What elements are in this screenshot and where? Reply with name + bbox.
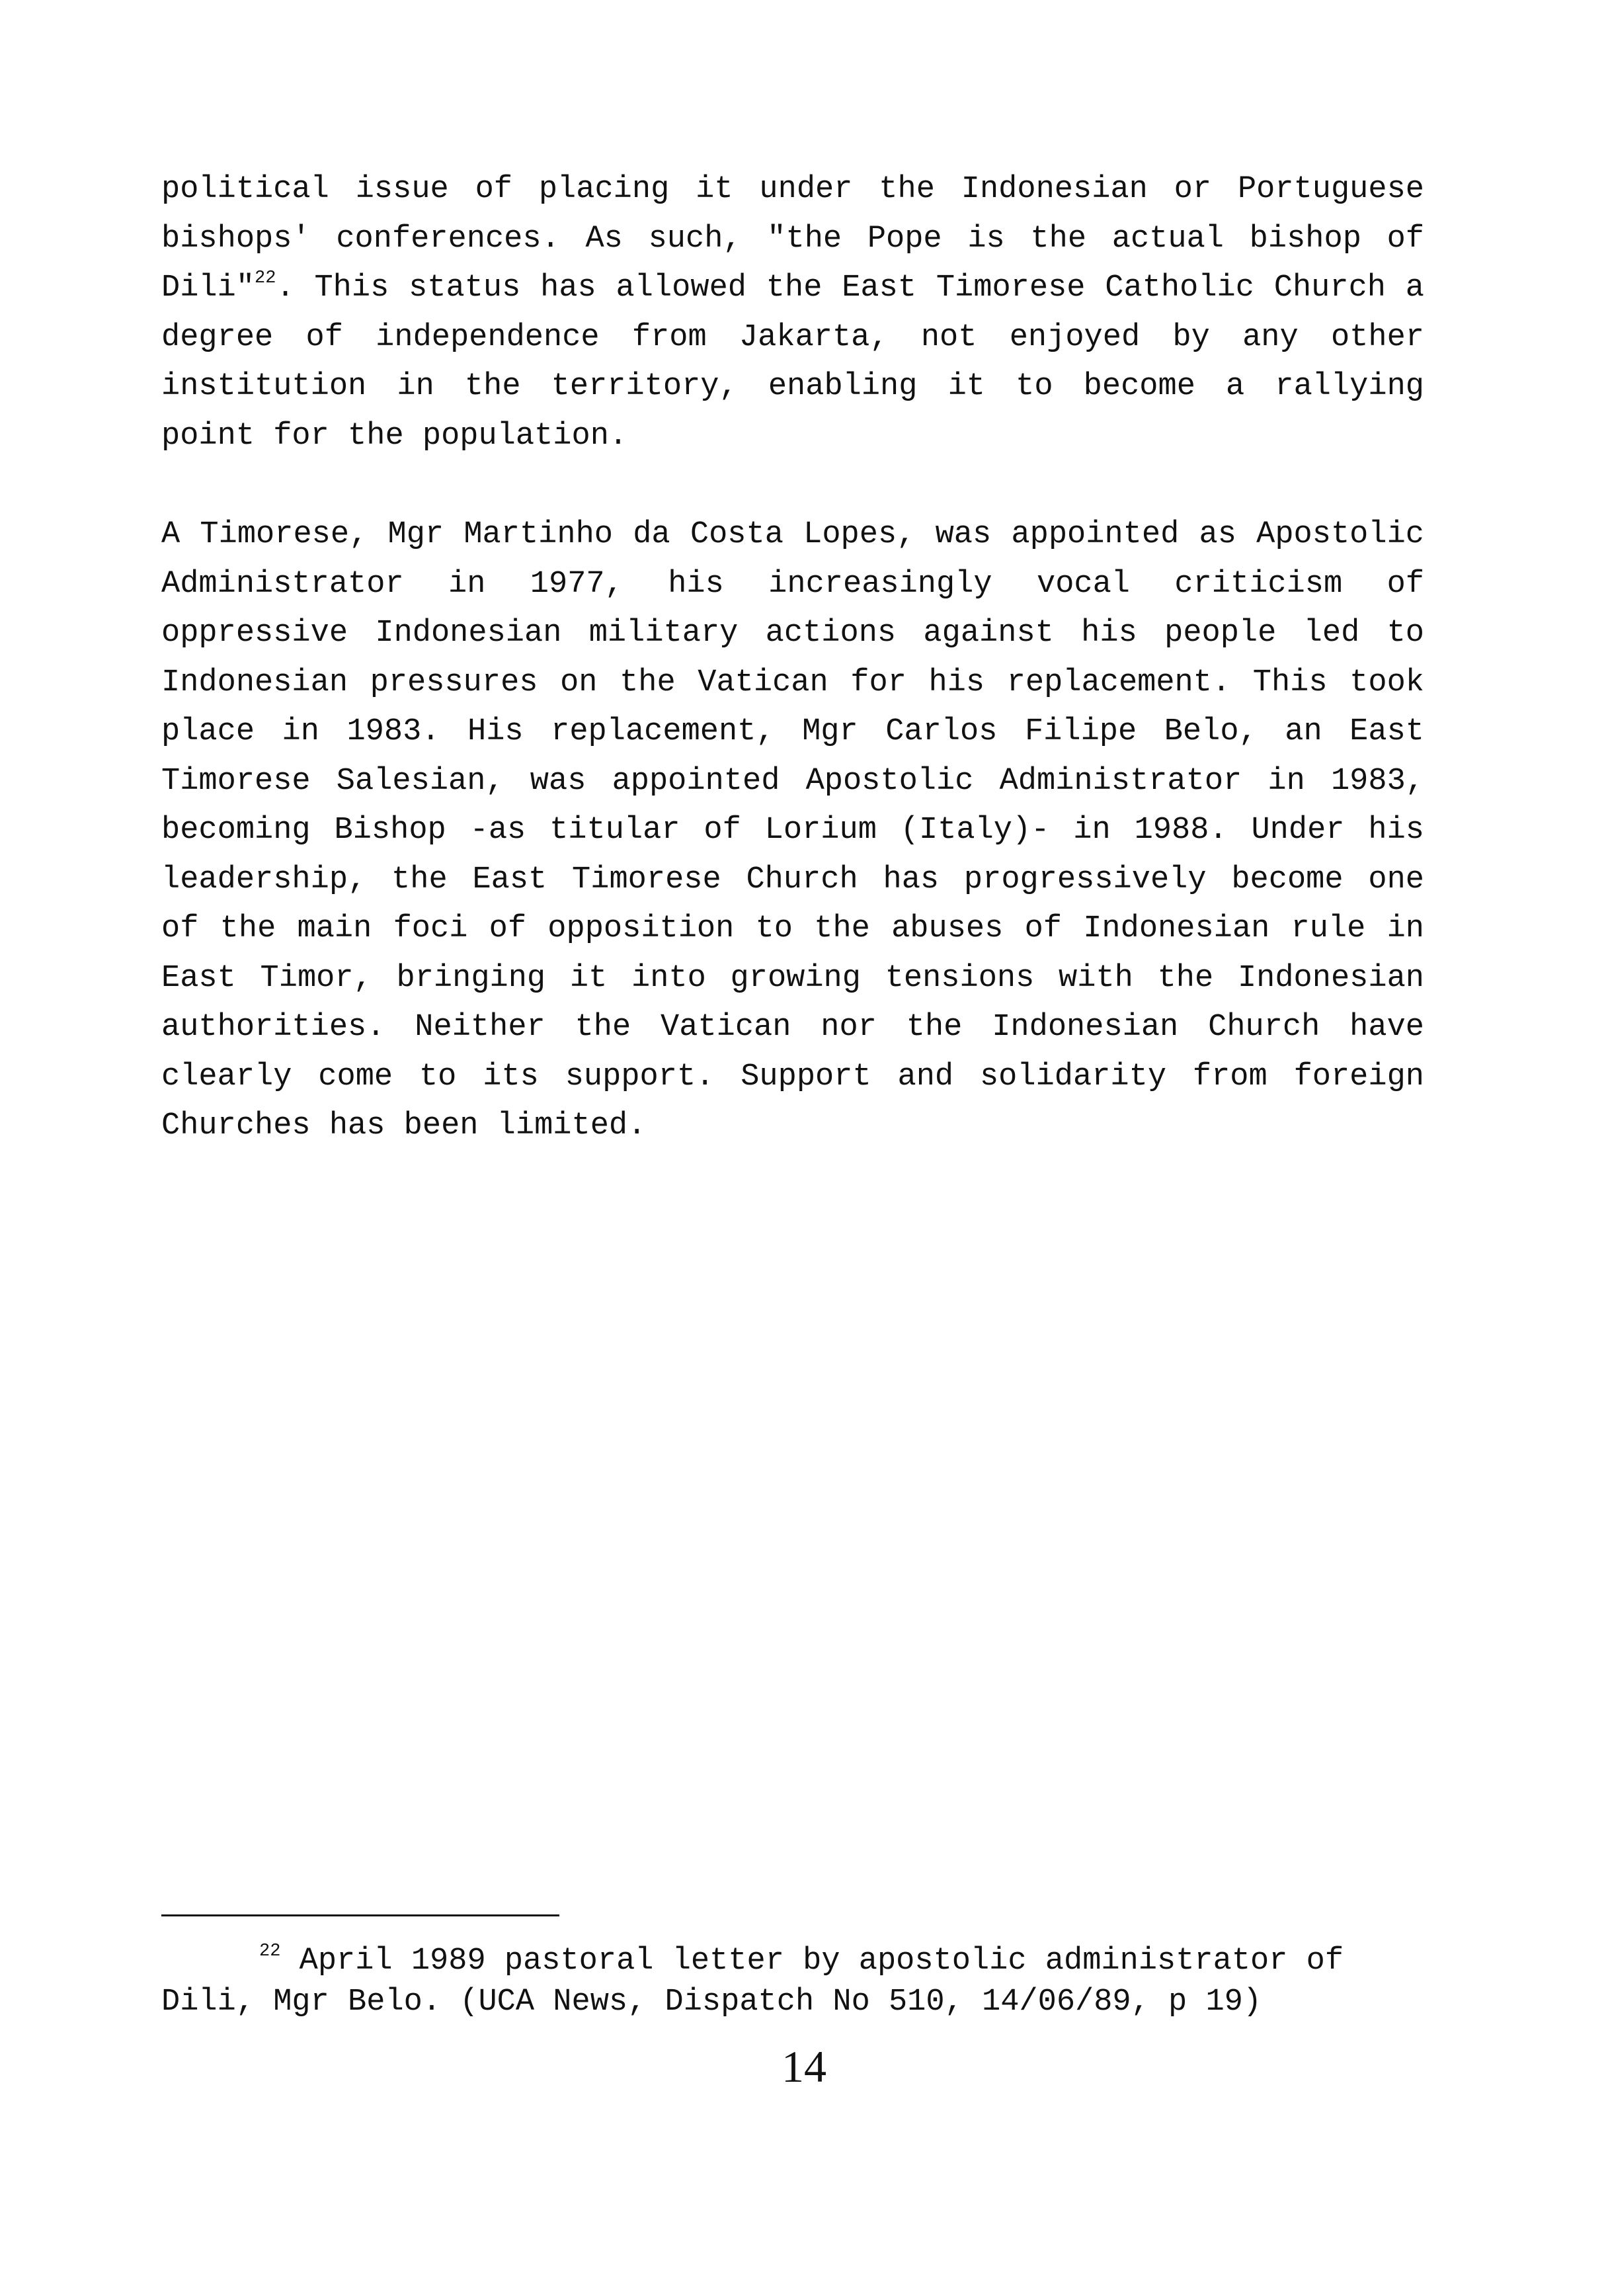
paragraph-1-text-end: . This status has allowed the East Timorese Catholic Church a degree of independence from Jakarta, not enjoyed by any other institution in the territory, enabling it to become a rallying point for the population. [161,270,1424,454]
body-paragraph-1 [161,165,1424,461]
body-paragraph-2: A Timorese, Mgr Martinho da Costa Lopes, was appointed as Apostolic Administrator in 1977, his increasingly vocal criticism of oppressive Indonesian military actions against his people led to Indonesian pressures on the Vatican for his replacement. This took place in 1983. His replacement, Mgr Carlos Filipe Belo, an East Timorese Salesian, was appointed Apostolic Administrator in 1983, becoming Bishop -as titular of Lorium (Italy)- in 1988. Under his leadership, the East Timorese Church has progressively become one of the main foci of opposition to the abuses of Indonesian rule in East Timor, bringing it into growing tensions with the Indonesian authorities. Neither the Vatican nor the Indonesian Church have clearly come to its support. Support and solidarity from foreign Churches has been limited. [161,517,1424,1143]
paragraph-1-text-start: political issue of placing it under the Indonesian or Portuguese bishops' conferences. As such, "the Pope is the actual bishop of Dili" [161,172,1424,306]
page-number: 14 [782,2041,826,2092]
footnote-marker: 22 [259,1942,281,1961]
footnote-22 [161,1941,1424,2023]
footnote-text: April 1989 pastoral letter by apostolic administrator of Dili, Mgr Belo. (UCA News, Dispatch No 510, 14/06/89, p 19) [161,1944,1344,2020]
footnote-separator [161,1914,559,1916]
footnote-reference-22[interactable]: 22 [255,268,276,288]
